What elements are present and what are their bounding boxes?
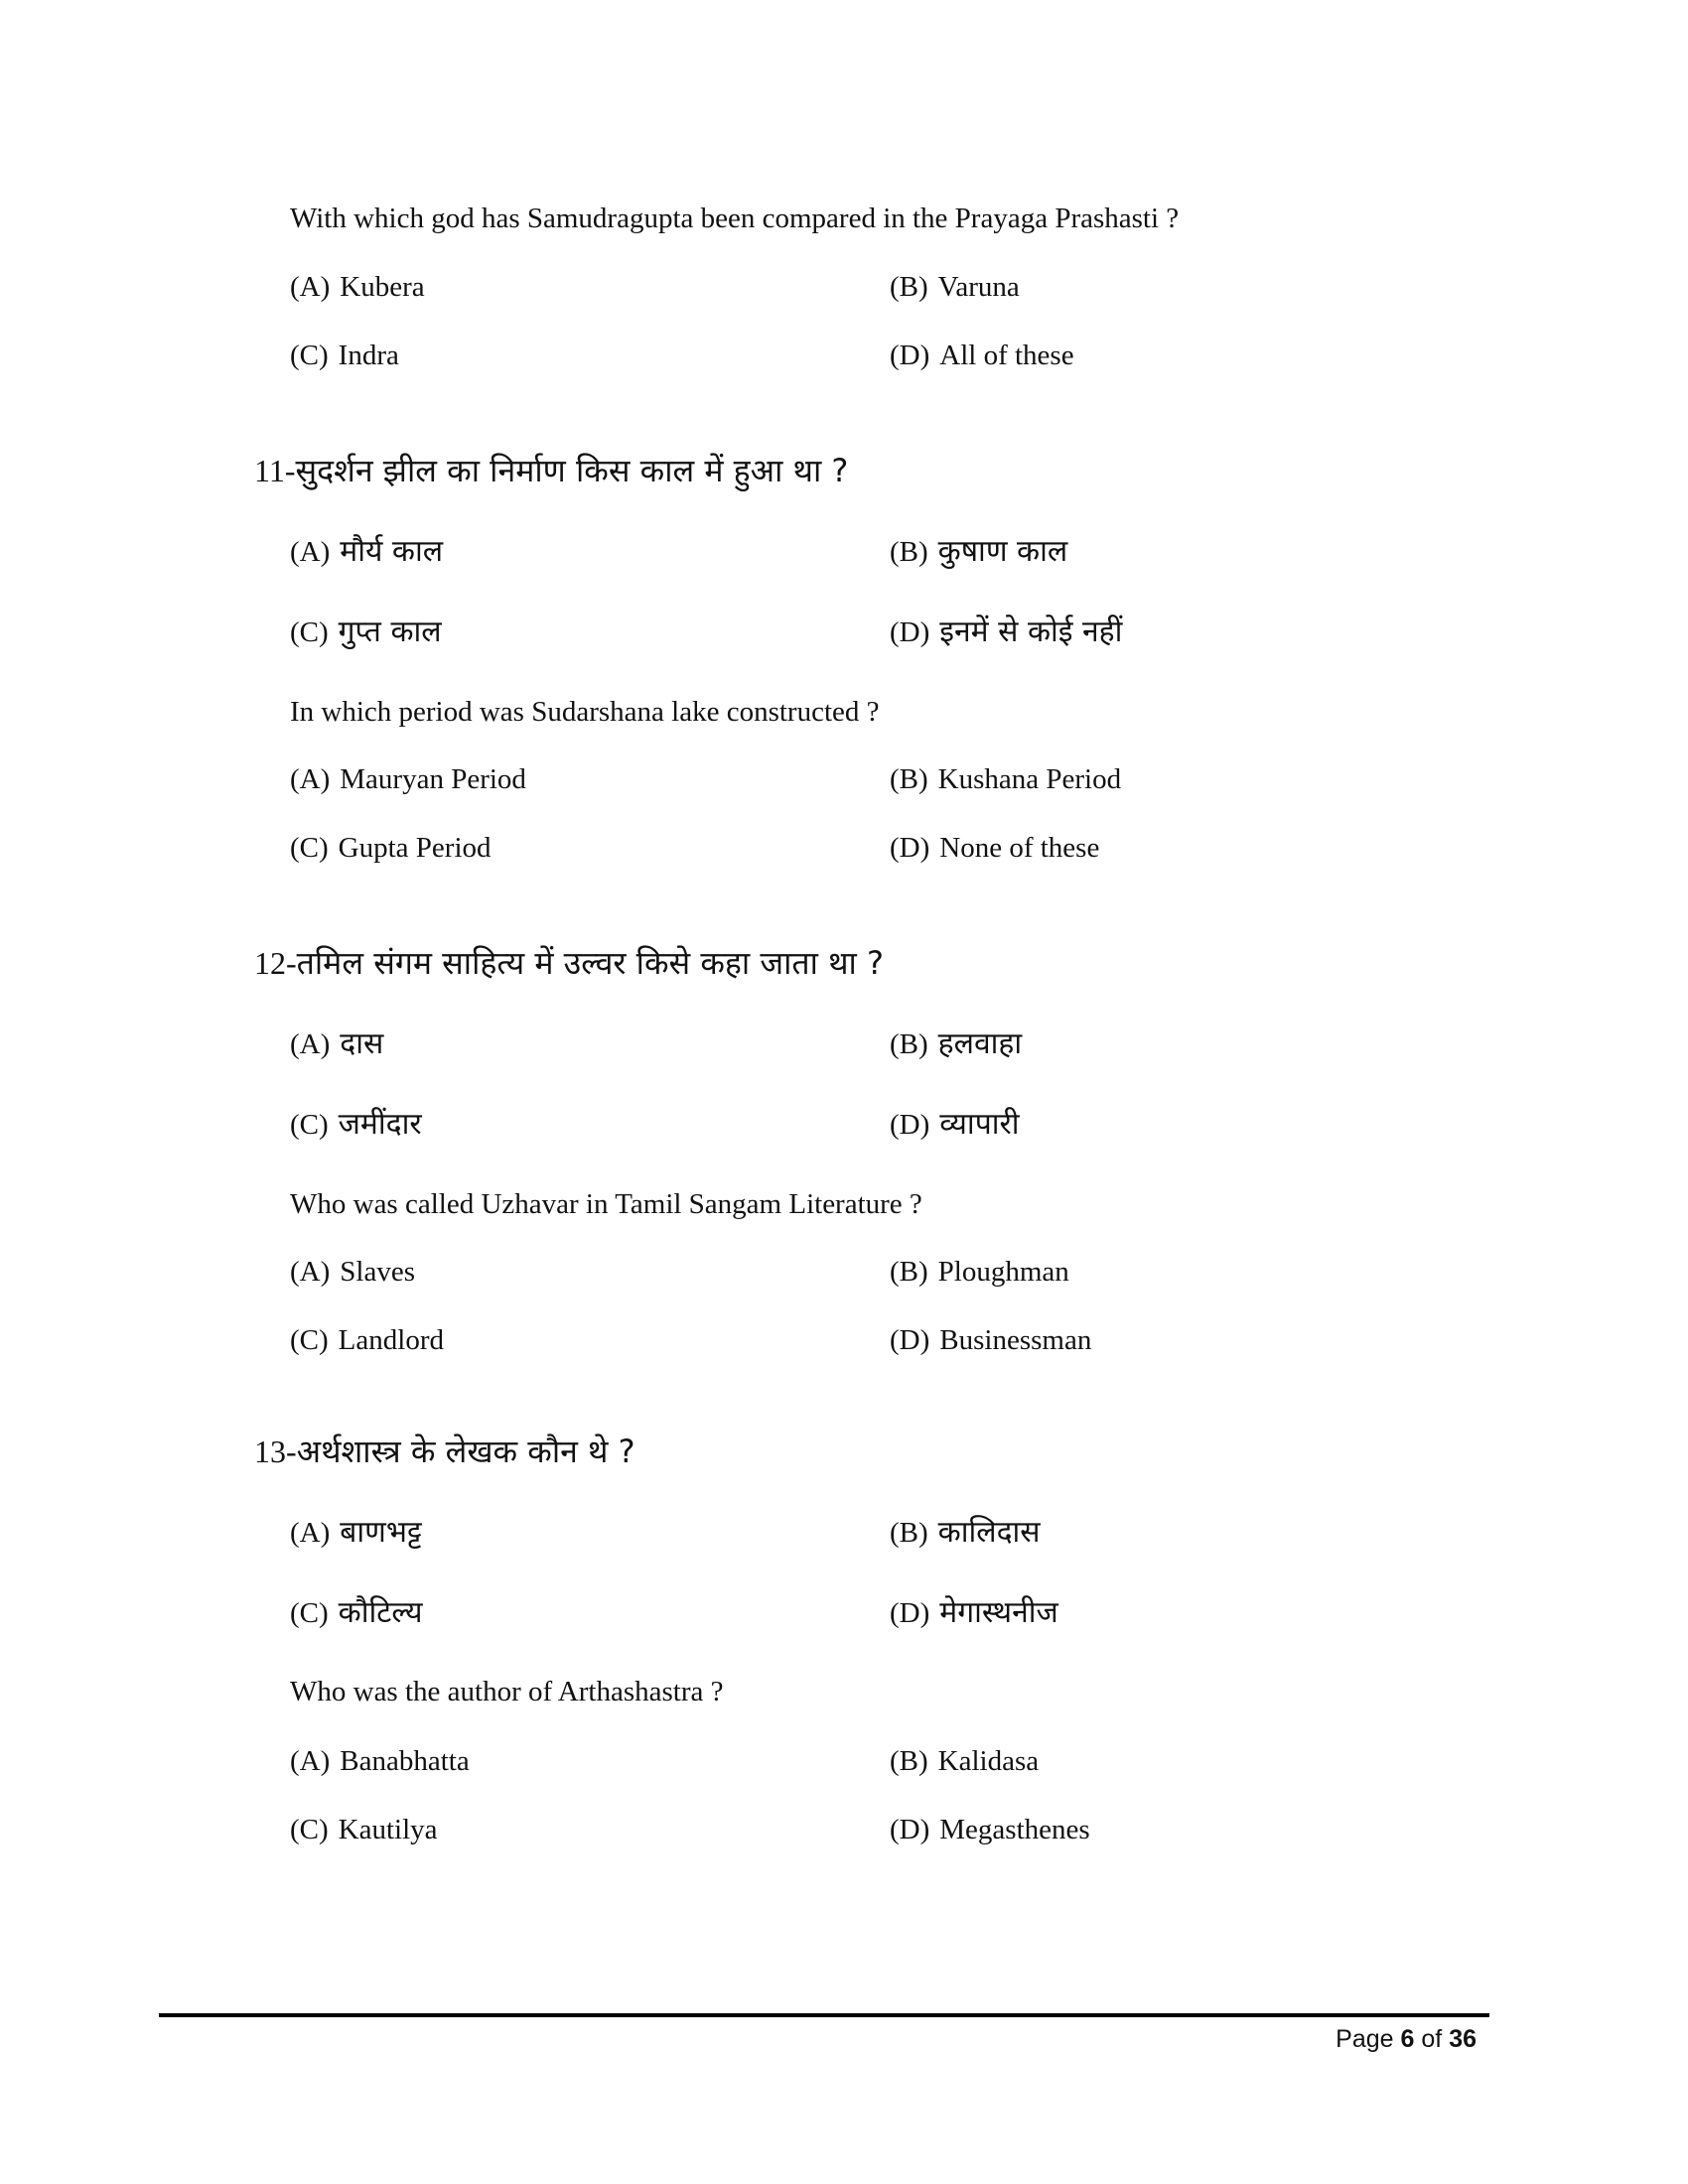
question-13-hindi xyxy=(254,1433,635,1470)
option-label: (B) xyxy=(890,1028,928,1060)
option-label: (B) xyxy=(890,1517,928,1549)
option-label: (C) xyxy=(290,1324,329,1356)
option-b xyxy=(890,273,1020,302)
option-b xyxy=(890,1747,1039,1776)
option-d xyxy=(890,1107,1020,1142)
option-text: Kalidasa xyxy=(937,1745,1040,1777)
option-label: (C) xyxy=(290,340,329,371)
option-text: Megasthenes xyxy=(939,1814,1090,1845)
option-label: (A) xyxy=(290,1028,331,1060)
option-b xyxy=(890,1515,1041,1550)
option-label: (C) xyxy=(290,616,329,648)
question-11-hindi xyxy=(254,452,849,489)
question-number: 11- xyxy=(254,453,296,488)
footer-rule xyxy=(159,2013,1489,2017)
option-label: (A) xyxy=(290,1745,331,1777)
option-label: (A) xyxy=(290,763,331,795)
question-text-hi: अर्थशास्त्र के लेखक कौन थे ? xyxy=(296,1433,635,1470)
option-text: गुप्त काल xyxy=(338,614,442,649)
option-label: (D) xyxy=(890,616,930,648)
option-c xyxy=(290,1816,438,1844)
option-d xyxy=(890,614,1123,649)
option-text: मेगास्थनीज xyxy=(939,1595,1058,1630)
option-d xyxy=(890,834,1099,863)
option-text: Varuna xyxy=(937,271,1020,303)
option-a xyxy=(290,534,444,569)
option-label: (D) xyxy=(890,832,930,864)
option-c xyxy=(290,834,492,863)
option-label: (B) xyxy=(890,763,928,795)
option-text: Kautilya xyxy=(338,1814,438,1845)
option-c xyxy=(290,1595,423,1630)
option-label: (C) xyxy=(290,1109,329,1141)
option-b xyxy=(890,1258,1069,1287)
option-label: (C) xyxy=(290,832,329,864)
option-text: जमींदार xyxy=(338,1107,422,1142)
option-text: इनमें से कोई नहीं xyxy=(939,614,1123,649)
option-label: (A) xyxy=(290,536,331,568)
option-text: Landlord xyxy=(338,1324,444,1356)
option-text: Banabhatta xyxy=(340,1745,470,1777)
option-label: (D) xyxy=(890,340,930,371)
option-text: Businessman xyxy=(939,1324,1092,1356)
option-a xyxy=(290,1747,470,1776)
option-text: कौटिल्य xyxy=(338,1595,423,1630)
option-label: (D) xyxy=(890,1324,930,1356)
option-text: Ploughman xyxy=(937,1256,1069,1288)
question-13-english: Who was the author of Arthashastra ? xyxy=(290,1676,724,1707)
option-text: Mauryan Period xyxy=(340,763,526,795)
total-pages: 36 xyxy=(1449,2025,1477,2053)
option-label: (D) xyxy=(890,1109,930,1141)
question-12-hindi xyxy=(254,944,885,982)
option-text: Slaves xyxy=(340,1256,415,1288)
option-text: बाणभट्ट xyxy=(340,1515,422,1550)
option-a xyxy=(290,765,526,794)
option-label: (A) xyxy=(290,1517,331,1549)
option-text: कुषाण काल xyxy=(937,534,1068,569)
question-number: 12- xyxy=(254,945,297,981)
option-b xyxy=(890,534,1068,569)
option-label: (D) xyxy=(890,1814,930,1845)
option-c xyxy=(290,614,442,649)
option-a xyxy=(290,1026,384,1061)
option-d xyxy=(890,341,1074,370)
option-a xyxy=(290,1258,415,1287)
option-label: (B) xyxy=(890,1745,928,1777)
option-c xyxy=(290,1107,422,1142)
question-text-hi: तमिल संगम साहित्य में उल्वर किसे कहा जाता था ? xyxy=(296,944,885,982)
option-a xyxy=(290,273,425,302)
question-12-english: Who was called Uzhavar in Tamil Sangam Literature ? xyxy=(290,1188,922,1220)
option-text: कालिदास xyxy=(937,1515,1041,1550)
option-label: (A) xyxy=(290,271,331,303)
option-d xyxy=(890,1595,1058,1630)
option-c xyxy=(290,341,399,370)
option-text: None of these xyxy=(939,832,1100,864)
option-label: (B) xyxy=(890,1256,928,1288)
option-text: दास xyxy=(340,1026,384,1061)
option-label: (A) xyxy=(290,1256,331,1288)
option-text: व्यापारी xyxy=(939,1107,1020,1142)
option-text: Kubera xyxy=(340,271,425,303)
page-number xyxy=(1336,2025,1477,2054)
option-text: Indra xyxy=(338,340,399,371)
option-d xyxy=(890,1816,1090,1844)
question-text-hi: सुदर्शन झील का निर्माण किस काल में हुआ था ? xyxy=(295,452,849,489)
option-text: हलवाहा xyxy=(937,1026,1023,1061)
option-text: All of these xyxy=(939,340,1074,371)
option-b xyxy=(890,765,1121,794)
option-a xyxy=(290,1515,422,1550)
current-page: 6 xyxy=(1400,2025,1415,2053)
option-b xyxy=(890,1026,1023,1061)
option-label: (B) xyxy=(890,271,928,303)
option-label: (B) xyxy=(890,536,928,568)
question-text-en-prev: With which god has Samudragupta been compared in the Prayaga Prashasti ? xyxy=(290,203,1180,234)
page-prefix: Page xyxy=(1336,2025,1394,2053)
option-text: Gupta Period xyxy=(338,832,492,864)
option-text: Kushana Period xyxy=(937,763,1122,795)
question-number: 13- xyxy=(254,1433,297,1469)
option-label: (C) xyxy=(290,1814,329,1845)
option-label: (C) xyxy=(290,1597,329,1629)
option-d xyxy=(890,1326,1091,1355)
option-label: (D) xyxy=(890,1597,930,1629)
option-text: मौर्य काल xyxy=(340,534,444,569)
option-c xyxy=(290,1326,444,1355)
question-11-english: In which period was Sudarshana lake constructed ? xyxy=(290,696,880,728)
of-label: of xyxy=(1421,2025,1443,2053)
